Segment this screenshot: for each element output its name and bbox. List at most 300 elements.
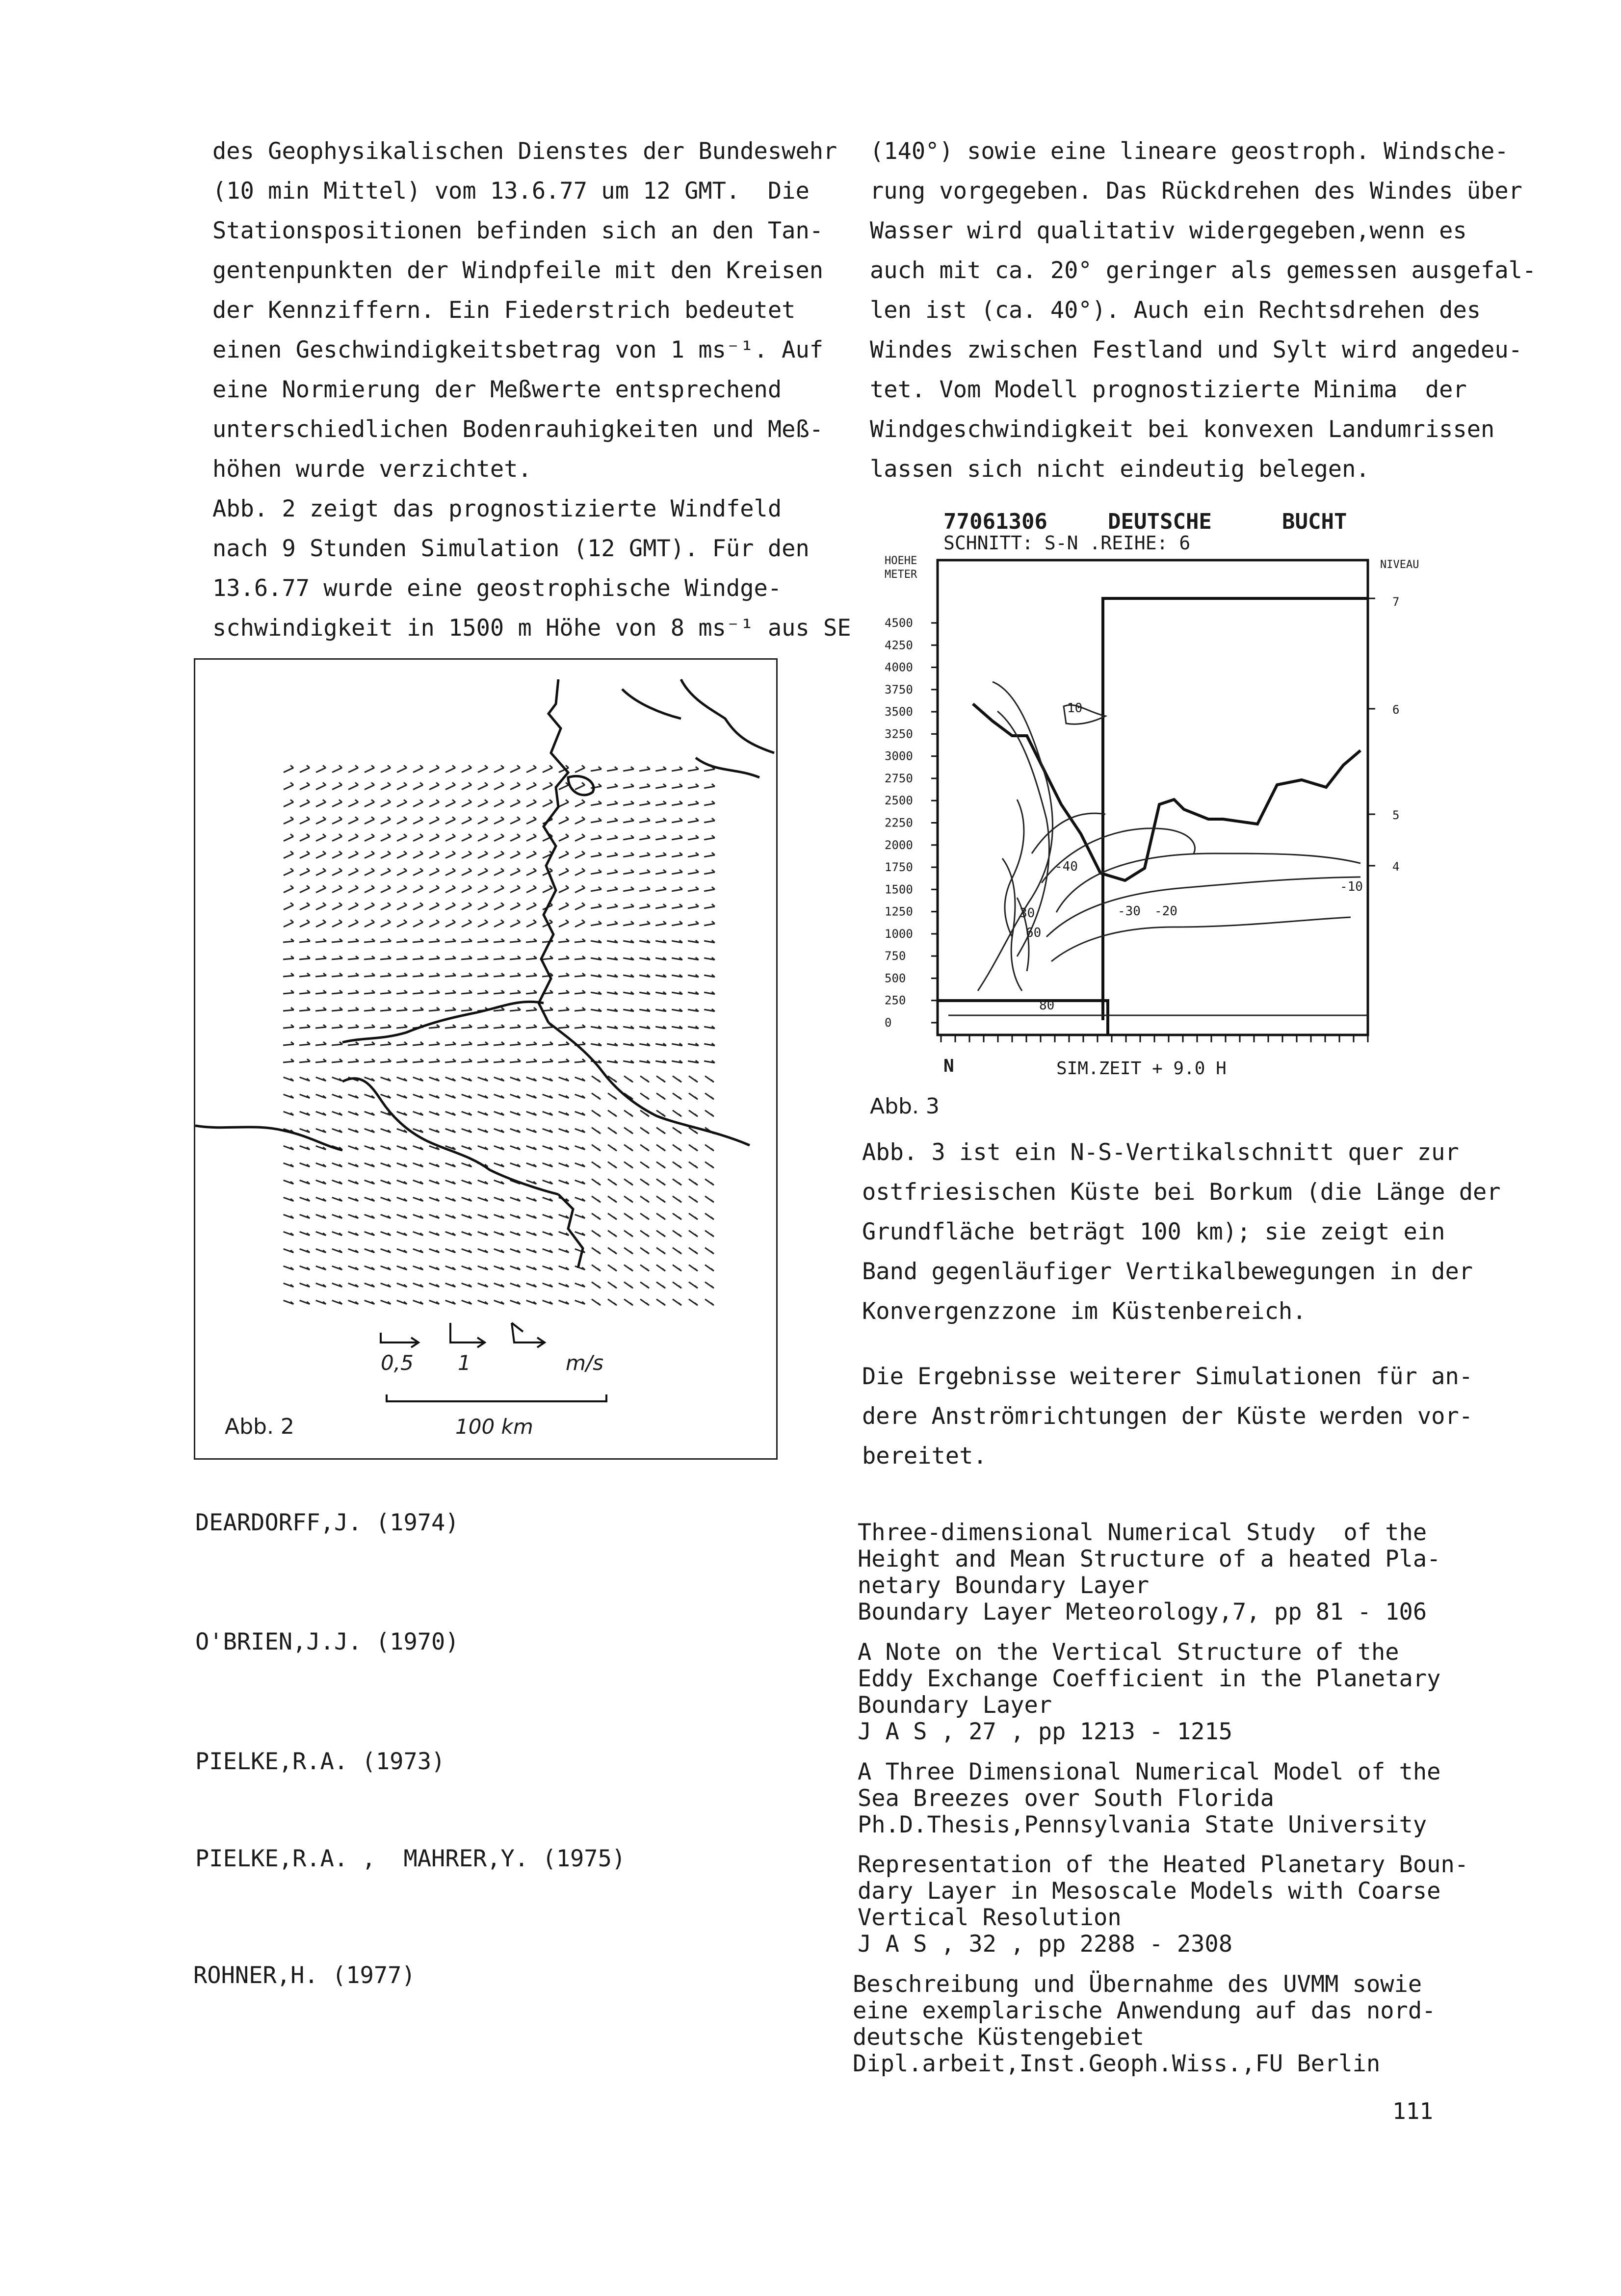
- wind-arrow: [477, 973, 488, 977]
- wind-arrow: [365, 800, 374, 806]
- wind-arrow: [445, 1025, 456, 1028]
- y-tick-label: 0: [885, 1016, 892, 1030]
- wind-arrow: [543, 1197, 553, 1201]
- wind-arrow: [332, 1232, 342, 1236]
- wind-arrow: [348, 1129, 359, 1133]
- wind-arrow: [559, 1232, 569, 1236]
- wind-arrow: [316, 868, 326, 875]
- wind-arrow: [365, 885, 374, 892]
- scale-label: 100 km: [455, 1415, 533, 1439]
- wind-arrow: [316, 1232, 326, 1236]
- wind-arrow: [526, 1129, 537, 1133]
- wind-arrow: [689, 1196, 698, 1203]
- wind-arrow: [381, 1249, 391, 1253]
- wind-arrow: [607, 992, 618, 994]
- wind-arrow: [332, 851, 342, 858]
- wind-arrow: [413, 990, 423, 994]
- wind-arrow: [673, 1093, 681, 1100]
- wind-arrow: [705, 1076, 714, 1083]
- wind-arrow: [494, 1266, 504, 1270]
- wind-arrow: [413, 851, 423, 858]
- wind-arrow: [607, 801, 618, 805]
- wind-arrow: [510, 834, 520, 841]
- wind-arrow: [315, 990, 326, 994]
- wind-arrow: [397, 1197, 407, 1201]
- wind-arrow: [413, 1077, 423, 1081]
- wind-arrow: [429, 1214, 440, 1218]
- right-paragraph-2: Abb. 3 ist ein N-S-Vertikalschnitt quer zur ostfriesischen Küste bei Borkum (die Länge der Grundfläche beträgt 100 km); sie zeigt ein Band gegenläufiger Vertikalbewegungen in der Konvergenzzone im Küstenbereich.: [862, 1139, 1501, 1325]
- wind-arrow: [655, 835, 666, 840]
- wind-arrow: [300, 800, 310, 806]
- contour-label-minus-10: -10: [1340, 879, 1363, 894]
- wind-arrow: [365, 1214, 375, 1218]
- wind-arrow: [494, 1025, 504, 1028]
- wind-arrow: [462, 1129, 472, 1133]
- wind-arrow: [608, 1145, 617, 1151]
- wind-arrow: [494, 1059, 504, 1062]
- wind-arrow: [332, 956, 342, 959]
- wind-arrow: [655, 1043, 666, 1046]
- wind-arrow: [429, 1300, 440, 1304]
- wind-arrow: [575, 1007, 585, 1011]
- wind-arrow: [639, 818, 650, 823]
- wind-arrow: [299, 990, 310, 994]
- wind-arrow: [445, 1232, 456, 1236]
- wind-arrow: [558, 939, 569, 942]
- wind-arrow: [526, 851, 536, 858]
- wind-arrow: [688, 992, 699, 994]
- wind-arrow: [461, 956, 472, 959]
- wind-arrow: [478, 1283, 488, 1287]
- wind-arrow: [575, 885, 585, 892]
- wind-arrow: [380, 990, 391, 994]
- wind-arrow: [429, 834, 439, 841]
- wind-arrow: [494, 817, 504, 824]
- wind-arrow: [283, 939, 294, 942]
- wind-arrow: [656, 1076, 665, 1083]
- left-paragraph-1: des Geophysikalischen Dienstes der Bundeswehr (10 min Mittel) vom 13.6.77 um 12 GMT. Die Stationspositionen befinden sich an den Tan- gentenpunkten der Windpfeile mit den Kreisen der Kennziffern. Ein Fiederstrich bedeutet einen Geschwindigkeitsbetrag von 1 ms⁻¹. Auf eine Normierung der Meßwerte entsprechend unterschiedlichen Bodenrauhigkeiten und Meß- höhen wurde verzichtet.: [212, 138, 837, 483]
- wind-arrow: [413, 765, 423, 772]
- wind-arrow: [575, 1077, 585, 1081]
- wind-arrow: [526, 990, 537, 994]
- wind-arrow: [640, 1093, 649, 1100]
- wind-arrow: [413, 1266, 423, 1270]
- wind-arrow: [640, 1265, 649, 1271]
- wind-arrow: [365, 903, 374, 909]
- legend-value-1: 1: [458, 1351, 471, 1375]
- wind-arrow: [348, 851, 358, 858]
- wind-arrow: [559, 1300, 569, 1304]
- wind-arrow: [365, 1094, 375, 1098]
- wind-arrow: [477, 956, 488, 959]
- wind-arrow: [300, 1283, 310, 1287]
- wind-arrow: [413, 834, 423, 841]
- wind-arrow: [688, 904, 699, 908]
- contour-label-minus-40: -40: [1055, 859, 1078, 874]
- wind-arrow: [510, 903, 520, 909]
- wind-arrow: [429, 1077, 440, 1081]
- wind-arrow: [575, 800, 585, 806]
- wind-arrow: [526, 1266, 537, 1270]
- wind-arrow: [348, 1111, 359, 1115]
- wind-arrow: [365, 851, 374, 858]
- wind-arrow: [413, 1163, 423, 1167]
- wind-arrow: [445, 834, 455, 841]
- wind-arrow: [478, 1300, 488, 1304]
- wind-arrow: [672, 940, 682, 943]
- wind-arrow: [462, 1111, 472, 1115]
- wind-arrow: [542, 956, 553, 959]
- wind-arrow: [510, 1129, 521, 1133]
- wind-arrow: [478, 920, 488, 927]
- wind-arrow: [315, 1025, 326, 1028]
- wind-arrow: [462, 1180, 472, 1184]
- wind-arrow: [396, 990, 407, 994]
- wind-arrow: [526, 1163, 537, 1167]
- ref-author-1: DEARDORFF,J. (1974): [195, 1509, 459, 1536]
- wind-arrow: [624, 1179, 633, 1186]
- wind-arrow: [478, 1077, 488, 1081]
- wind-arrow: [316, 920, 326, 927]
- ref-author-5: ROHNER,H. (1977): [193, 1962, 416, 1989]
- wind-arrow: [607, 957, 618, 960]
- wind-arrow: [284, 1300, 294, 1304]
- wind-arrow: [655, 801, 666, 805]
- wind-arrow: [639, 921, 650, 926]
- wind-arrow: [558, 990, 569, 994]
- wind-arrow: [494, 939, 504, 942]
- wind-arrow: [478, 851, 488, 858]
- wind-arrow: [413, 973, 423, 977]
- wind-arrow: [607, 887, 618, 891]
- wind-arrow: [478, 1129, 488, 1133]
- wind-arrow: [348, 1025, 359, 1028]
- wind-arrow: [429, 1163, 440, 1167]
- wind-arrow: [623, 784, 634, 788]
- wind-arrow: [608, 1093, 617, 1100]
- wind-arrow: [575, 782, 585, 789]
- wind-arrow: [543, 1214, 553, 1218]
- wind-arrow: [461, 1059, 472, 1062]
- wind-arrow: [348, 1059, 359, 1062]
- wind-arrow: [559, 868, 569, 875]
- page-number: 111: [1392, 2098, 1434, 2124]
- wind-arrow: [429, 990, 440, 994]
- wind-arrow: [672, 870, 682, 874]
- wind-arrow: [462, 903, 471, 909]
- wind-arrow: [397, 920, 407, 927]
- wind-arrow: [315, 1042, 326, 1045]
- y-tick-label: 4500: [885, 616, 913, 630]
- wind-arrow: [365, 765, 374, 772]
- wind-arrow: [478, 903, 488, 909]
- wind-arrow: [494, 1197, 504, 1201]
- wind-arrow: [348, 956, 359, 959]
- wind-arrow: [316, 1163, 326, 1167]
- wind-arrow: [300, 817, 310, 824]
- wind-arrow: [462, 1232, 472, 1236]
- wind-arrow: [543, 1283, 553, 1287]
- wind-arrow: [640, 1076, 649, 1083]
- wind-arrow: [429, 1232, 440, 1236]
- wind-arrow: [624, 1299, 633, 1306]
- wind-arrow: [445, 1007, 456, 1011]
- wind-arrow: [300, 1129, 310, 1133]
- wind-arrow: [655, 975, 666, 977]
- wind-arrow: [284, 920, 293, 927]
- wind-arrow: [673, 1162, 681, 1168]
- wind-arrow: [397, 903, 407, 909]
- wind-arrow: [705, 1093, 714, 1100]
- wind-arrow: [542, 1042, 553, 1045]
- wind-arrow: [381, 1163, 391, 1167]
- wind-arrow: [445, 1077, 456, 1081]
- legend-unit: m/s: [566, 1351, 603, 1375]
- wind-arrow: [413, 1042, 423, 1045]
- wind-arrow: [445, 1300, 456, 1304]
- wind-arrow: [689, 1231, 698, 1237]
- wind-arrow: [672, 1043, 682, 1046]
- wind-arrow: [381, 920, 391, 927]
- wind-arrow: [591, 818, 601, 823]
- wind-arrow: [688, 870, 699, 874]
- wind-arrow: [397, 1283, 407, 1287]
- wind-arrow: [688, 887, 699, 891]
- wind-arrow: [300, 868, 310, 875]
- wind-arrow: [688, 852, 699, 857]
- wind-arrow: [543, 1129, 553, 1133]
- wind-arrow: [623, 1060, 634, 1063]
- wind-arrow: [284, 868, 293, 875]
- wind-arrow: [624, 1282, 633, 1289]
- wind-arrow: [396, 1025, 407, 1028]
- wind-arrow: [365, 782, 374, 789]
- wind-arrow: [689, 1299, 698, 1306]
- wind-arrow: [510, 1059, 521, 1062]
- wind-arrow: [462, 1197, 472, 1201]
- wind-arrow: [332, 920, 342, 927]
- wind-arrow: [656, 1282, 665, 1289]
- wind-arrow: [672, 767, 682, 771]
- wind-arrow: [607, 870, 618, 874]
- wind-arrow: [461, 939, 472, 942]
- wind-arrow: [445, 1111, 456, 1115]
- wind-arrow: [300, 920, 310, 927]
- wind-arrow: [396, 1059, 407, 1062]
- wind-arrow: [575, 1163, 585, 1167]
- wind-arrow: [688, 784, 699, 788]
- wind-arrow: [591, 957, 601, 960]
- figure-3-subtitle: SCHNITT: S-N .REIHE: 6: [943, 532, 1191, 554]
- wind-arrow: [494, 800, 504, 806]
- wind-arrow: [364, 1059, 375, 1062]
- wind-arrow: [704, 940, 715, 943]
- wind-arrow: [672, 1009, 682, 1011]
- wind-arrow: [445, 920, 455, 927]
- wind-arrow: [673, 1248, 681, 1254]
- wind-arrow: [332, 903, 342, 909]
- wind-arrow: [624, 1248, 633, 1254]
- y-tick-label: 2250: [885, 816, 913, 830]
- wind-arrow: [478, 885, 488, 892]
- wind-arrow: [655, 921, 666, 926]
- wind-arrow: [413, 1214, 423, 1218]
- wind-arrow: [607, 835, 618, 840]
- wind-arrow: [445, 1197, 456, 1201]
- wind-arrow: [543, 765, 552, 772]
- wind-arrow: [332, 939, 342, 942]
- wind-arrow: [315, 1007, 326, 1011]
- wind-arrow: [283, 990, 294, 994]
- wind-arrow: [494, 851, 504, 858]
- wind-arrow: [462, 1283, 472, 1287]
- wind-arrow: [526, 1059, 537, 1062]
- y-tick-label: 1500: [885, 882, 913, 897]
- wind-arrow: [332, 1197, 342, 1201]
- wind-arrow: [542, 1059, 553, 1062]
- wind-arrow: [689, 1265, 698, 1271]
- wind-arrow: [526, 1094, 537, 1098]
- wind-arrow: [639, 887, 650, 891]
- wind-arrow: [380, 1025, 391, 1028]
- wind-arrow: [526, 800, 536, 806]
- wind-arrow: [381, 1094, 391, 1098]
- wind-arrow: [397, 1146, 407, 1150]
- wind-arrow: [332, 765, 342, 772]
- wind-arrow: [445, 1129, 456, 1133]
- wind-arrow: [364, 1042, 375, 1045]
- wind-arrow: [316, 782, 326, 789]
- figure-3-svg: [870, 505, 1459, 1128]
- wind-arrow: [332, 834, 342, 841]
- wind-arrow: [655, 784, 666, 788]
- wind-arrow: [608, 1128, 617, 1134]
- wind-arrow: [526, 1300, 537, 1304]
- wind-arrow: [332, 817, 342, 824]
- wind-arrow: [543, 1180, 553, 1184]
- wind-arrow: [478, 1214, 488, 1218]
- wind-arrow: [299, 1042, 310, 1045]
- wind-arrow: [478, 1232, 488, 1236]
- wind-arrow: [381, 903, 391, 909]
- wind-arrow: [365, 1249, 375, 1253]
- wind-arrow: [640, 1282, 649, 1289]
- wind-arrow: [445, 1180, 456, 1184]
- wind-arrow: [413, 782, 423, 789]
- wind-arrow: [655, 1009, 666, 1011]
- wind-arrow: [705, 1196, 714, 1203]
- wind-arrow: [381, 782, 391, 789]
- wind-arrow: [332, 1180, 342, 1184]
- wind-arrow: [348, 939, 359, 942]
- wind-arrow: [559, 851, 569, 858]
- wind-arrow: [688, 1009, 699, 1011]
- wind-arrow: [316, 1146, 326, 1150]
- wind-arrow: [624, 1128, 633, 1134]
- right-tick-4: 4: [1392, 860, 1400, 874]
- wind-arrow: [543, 1146, 553, 1150]
- wind-arrow: [688, 818, 699, 823]
- wind-arrow: [575, 920, 585, 927]
- wind-arrow: [543, 1266, 553, 1270]
- wind-arrow: [510, 1214, 521, 1218]
- wind-arrow: [640, 1248, 649, 1254]
- wind-arrow: [607, 1009, 618, 1011]
- wind-arrow: [284, 1094, 294, 1098]
- wind-arrow: [462, 800, 471, 806]
- contour-label-minus-20: -20: [1154, 904, 1177, 919]
- wind-arrow: [300, 885, 310, 892]
- wind-arrow: [575, 851, 585, 858]
- wind-arrow: [672, 784, 682, 788]
- y-tick-label: 1000: [885, 927, 913, 941]
- wind-arrow: [591, 1043, 601, 1046]
- y-tick-label: 3750: [885, 682, 913, 697]
- wind-arrow: [300, 1146, 310, 1150]
- wind-arrow: [348, 1214, 359, 1218]
- wind-arrow: [592, 1282, 601, 1289]
- wind-arrow: [688, 975, 699, 977]
- wind-arrow: [332, 782, 342, 789]
- wind-arrow: [478, 817, 488, 824]
- wind-arrow: [704, 921, 715, 926]
- figure-2-svg: [195, 660, 776, 1458]
- y-tick-label: 3250: [885, 727, 913, 741]
- y-tick-label: 1750: [885, 860, 913, 875]
- wind-arrow: [656, 1145, 665, 1151]
- wind-arrow: [575, 903, 585, 909]
- wind-arrow: [526, 939, 537, 942]
- wind-arrow: [705, 1265, 714, 1271]
- wind-arrow: [510, 868, 520, 875]
- y-tick-label: 250: [885, 993, 906, 1007]
- wind-arrow: [365, 1283, 375, 1287]
- wind-arrow: [284, 1077, 294, 1081]
- wind-arrow: [397, 1111, 407, 1115]
- wind-arrow: [673, 1145, 681, 1151]
- wind-arrow: [381, 1129, 391, 1133]
- wind-arrow: [381, 1197, 391, 1201]
- wind-arrow: [526, 1111, 537, 1115]
- wind-arrow: [543, 1249, 553, 1253]
- time-label: SIM.ZEIT + 9.0 H: [1056, 1058, 1227, 1079]
- wind-arrow: [461, 1007, 472, 1011]
- wind-arrow: [510, 1197, 521, 1201]
- wind-arrow: [494, 956, 504, 959]
- wind-arrow: [332, 1129, 342, 1133]
- wind-arrow: [592, 1231, 601, 1237]
- wind-arrow: [316, 1214, 326, 1218]
- right-ticks: [1368, 595, 1399, 874]
- wind-arrow: [705, 1248, 714, 1254]
- wind-arrow: [575, 990, 585, 994]
- wind-arrow: [526, 1042, 537, 1045]
- boundary-layer-height-line: [973, 704, 1360, 880]
- wind-arrow: [284, 1283, 294, 1287]
- wind-arrow: [543, 1232, 553, 1236]
- wind-arrow: [429, 939, 440, 942]
- wind-arrow: [607, 975, 618, 977]
- wind-arrow: [639, 835, 650, 840]
- wind-arrow: [381, 1232, 391, 1236]
- wind-arrow: [704, 852, 715, 857]
- wind-arrow: [380, 1059, 391, 1062]
- wind-arrow: [445, 851, 455, 858]
- wind-arrow: [365, 1300, 375, 1304]
- wind-arrow: [462, 817, 471, 824]
- wind-arrow: [526, 903, 536, 909]
- wind-arrow: [284, 1197, 294, 1201]
